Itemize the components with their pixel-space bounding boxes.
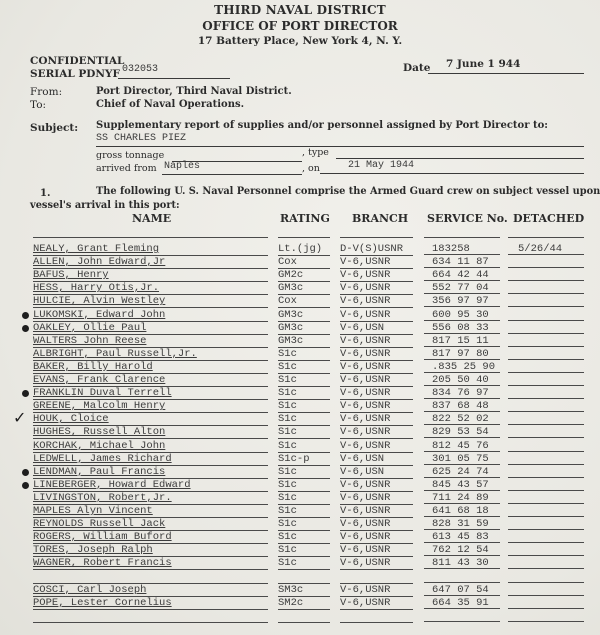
rating-cell: S1c <box>278 387 330 400</box>
vessel-field <box>96 133 584 147</box>
name-cell: WAGNER, Robert Francis <box>33 557 268 570</box>
gross-tonnage-label: gross tonnage <box>96 150 165 161</box>
detached-cell <box>508 400 584 412</box>
rating-cell: S1c <box>278 374 330 387</box>
check-mark-icon: ✓ <box>13 408 27 428</box>
detached-cell <box>508 374 584 386</box>
detached-cell <box>508 256 584 268</box>
name-cell: ALLEN, John Edward,Jr <box>33 256 268 269</box>
detached-cell <box>508 282 584 294</box>
service-number-cell: 552 77 04 <box>424 282 500 294</box>
service-number-cell: 356 97 97 <box>424 295 500 307</box>
table-row <box>0 335 600 348</box>
rating-cell: Cox <box>278 256 330 269</box>
branch-cell: V-6,USNR <box>340 335 413 348</box>
arrival-date-value: 21 May 1944 <box>348 160 415 171</box>
rating-cell: S1c <box>278 440 330 453</box>
table-row <box>0 348 600 361</box>
branch-cell: V-6,USNR <box>340 531 413 544</box>
detached-cell <box>508 453 584 465</box>
table-row <box>0 518 600 531</box>
from-value: Port Director, Third Naval District. <box>96 86 292 97</box>
detached-cell <box>508 466 584 478</box>
bullet-mark-icon <box>22 469 29 476</box>
service-number-cell: 664 35 91 <box>424 597 500 609</box>
branch-cell: V-6,USNR <box>340 400 413 413</box>
arrival-date-field <box>320 160 584 174</box>
rating-cell: S1c <box>278 505 330 518</box>
rating-cell: S1c <box>278 557 330 570</box>
detached-cell <box>508 426 584 438</box>
rating-cell: S1c <box>278 544 330 557</box>
detached-cell <box>508 269 584 281</box>
branch-cell: V-6,USNR <box>340 584 413 597</box>
name-cell: OAKLEY, Ollie Paul <box>33 322 268 335</box>
table-row <box>0 584 600 597</box>
to-value: Chief of Naval Operations. <box>96 99 245 110</box>
service-number-cell: 600 95 30 <box>424 309 500 321</box>
table-row <box>0 610 600 623</box>
branch-cell: V-6,USNR <box>340 269 413 282</box>
name-cell: GREENE, Malcolm Henry <box>33 400 268 413</box>
rating-cell: S1c <box>278 400 330 413</box>
arrived-from-value: Naples <box>164 161 201 172</box>
rating-cell: S1c <box>278 479 330 492</box>
rating-cell <box>278 610 330 623</box>
name-cell: FRANKLIN Duval Terrell <box>33 387 268 400</box>
name-cell: ROGERS, William Buford <box>33 531 268 544</box>
table-row <box>0 531 600 544</box>
name-cell: NEALY, Grant Fleming <box>33 243 268 256</box>
service-number-cell: 845 43 57 <box>424 479 500 491</box>
serial-field <box>118 64 230 79</box>
table-row <box>0 492 600 505</box>
header-rule-name <box>33 237 268 238</box>
column-header-branch: BRANCH <box>352 212 409 225</box>
branch-cell: V-6,USNR <box>340 348 413 361</box>
detached-cell <box>508 413 584 425</box>
service-number-cell: 613 45 83 <box>424 531 500 543</box>
detached-cell <box>508 531 584 543</box>
table-row <box>0 479 600 492</box>
branch-cell: V-6,USNR <box>340 557 413 570</box>
subject-label: Subject: <box>30 122 79 134</box>
name-cell: BAFUS, Henry <box>33 269 268 282</box>
service-number-cell: 664 42 44 <box>424 269 500 281</box>
detached-cell <box>508 505 584 517</box>
service-number-cell: 811 43 30 <box>424 557 500 569</box>
detached-cell <box>508 440 584 452</box>
detached-cell <box>508 584 584 596</box>
table-row <box>0 322 600 335</box>
detached-cell <box>508 479 584 491</box>
rating-cell: Cox <box>278 295 330 308</box>
service-number-cell: 641 68 18 <box>424 505 500 517</box>
branch-cell: V-6,USNR <box>340 387 413 400</box>
table-row <box>0 282 600 295</box>
name-cell: HESS, Harry Otis,Jr. <box>33 282 268 295</box>
rating-cell: SM3c <box>278 584 330 597</box>
service-number-cell: .835 25 90 <box>424 361 500 373</box>
branch-cell: V-6,USNR <box>340 256 413 269</box>
name-cell: LEDWELL, James Richard <box>33 453 268 466</box>
table-row <box>0 387 600 400</box>
rating-cell: Lt.(jg) <box>278 243 330 256</box>
name-cell: WALTERS John Reese <box>33 335 268 348</box>
branch-cell: V-6,USN <box>340 453 413 466</box>
table-row <box>0 544 600 557</box>
name-cell <box>33 571 268 584</box>
service-number-cell: 556 08 33 <box>424 322 500 334</box>
rating-cell: GM3c <box>278 309 330 322</box>
rating-cell: S1c-p <box>278 453 330 466</box>
name-cell: MAPLES Alyn Vincent <box>33 505 268 518</box>
bullet-mark-icon <box>22 312 29 319</box>
branch-cell: V-6,USNR <box>340 544 413 557</box>
name-cell: REYNOLDS Russell Jack <box>33 518 268 531</box>
service-number-cell: 834 76 97 <box>424 387 500 399</box>
detached-cell <box>508 335 584 347</box>
name-cell: KORCHAK, Michael John <box>33 440 268 453</box>
from-label: From: <box>30 86 63 98</box>
header-rule-rating <box>278 237 330 238</box>
type-label: , type <box>302 147 329 158</box>
branch-cell: V-6,USNR <box>340 440 413 453</box>
detached-cell <box>508 557 584 569</box>
service-number-cell: 837 68 48 <box>424 400 500 412</box>
detached-cell <box>508 361 584 373</box>
branch-cell: V-6,USNR <box>340 282 413 295</box>
header-rule-branch <box>340 237 413 238</box>
classification-label: CONFIDENTIAL <box>30 55 125 67</box>
rating-cell: S1c <box>278 466 330 479</box>
branch-cell: V-6,USNR <box>340 597 413 610</box>
rating-cell: S1c <box>278 361 330 374</box>
branch-cell: V-6,USN <box>340 466 413 479</box>
service-number-cell: 817 97 80 <box>424 348 500 360</box>
table-row <box>0 269 600 282</box>
name-cell: BAKER, Billy Harold <box>33 361 268 374</box>
letterhead-district: THIRD NAVAL DISTRICT <box>214 3 386 17</box>
date-field <box>428 58 584 74</box>
table-row <box>0 243 600 256</box>
name-cell: COSCI, Carl Joseph <box>33 584 268 597</box>
bullet-mark-icon <box>22 390 29 397</box>
branch-cell: V-6,USNR <box>340 426 413 439</box>
rating-cell: S1c <box>278 348 330 361</box>
service-number-cell: 647 07 54 <box>424 584 500 596</box>
name-cell: TORES, Joseph Ralph <box>33 544 268 557</box>
branch-cell: V-6,USNR <box>340 309 413 322</box>
rating-cell: S1c <box>278 426 330 439</box>
arrived-from-label: arrived from <box>96 163 157 174</box>
table-row <box>0 571 600 584</box>
table-row <box>0 295 600 308</box>
detached-cell <box>508 492 584 504</box>
serial-value: 032053 <box>122 64 159 75</box>
table-row <box>0 597 600 610</box>
name-cell: HULCIE, Alvin Westley <box>33 295 268 308</box>
name-cell: LUKOMSKI, Edward John <box>33 309 268 322</box>
branch-cell: V-6,USNR <box>340 479 413 492</box>
name-cell: ALBRIGHT, Paul Russell,Jr. <box>33 348 268 361</box>
service-number-cell: 817 15 11 <box>424 335 500 347</box>
bullet-mark-icon <box>22 325 29 332</box>
detached-cell <box>508 309 584 321</box>
paragraph-number: 1. <box>40 188 51 199</box>
table-row <box>0 374 600 387</box>
subject-text: Supplementary report of supplies and/or personnel assigned by Port Director to: <box>96 120 548 131</box>
rating-cell: GM3c <box>278 282 330 295</box>
detached-cell <box>508 544 584 556</box>
arrived-from-field <box>162 161 302 175</box>
branch-cell: D-V(S)USNR <box>340 243 413 256</box>
service-number-cell: 828 31 59 <box>424 518 500 530</box>
service-number-cell: 829 53 54 <box>424 426 500 438</box>
service-number-cell: 822 52 02 <box>424 413 500 425</box>
detached-cell <box>508 610 584 622</box>
rating-cell: SM2c <box>278 597 330 610</box>
rating-cell: S1c <box>278 531 330 544</box>
table-row <box>0 466 600 479</box>
column-header-name: NAME <box>132 212 172 225</box>
service-number-cell: 711 24 89 <box>424 492 500 504</box>
name-cell: HOUK, Cloice <box>33 413 268 426</box>
name-cell <box>33 610 268 623</box>
detached-cell <box>508 571 584 583</box>
table-row <box>0 256 600 269</box>
on-label: , on <box>302 163 320 174</box>
to-label: To: <box>30 99 47 111</box>
paragraph-line-1: The following U. S. Naval Personnel comprise the Armed Guard crew on subject vessel upon <box>96 186 600 197</box>
table-row <box>0 505 600 518</box>
column-header-service-no: SERVICE No. <box>427 212 508 225</box>
table-row <box>0 557 600 570</box>
detached-cell <box>508 597 584 609</box>
rating-cell: GM3c <box>278 335 330 348</box>
table-row <box>0 309 600 322</box>
service-number-cell: 183258 <box>424 243 500 255</box>
branch-cell: V-6,USNR <box>340 413 413 426</box>
service-number-cell: 762 12 54 <box>424 544 500 556</box>
branch-cell: V-6,USNR <box>340 518 413 531</box>
serial-label: SERIAL PDNYF <box>30 68 120 80</box>
name-cell: LINEBERGER, Howard Edward <box>33 479 268 492</box>
name-cell: HUGHES, Russell Alton <box>33 426 268 439</box>
table-row <box>0 453 600 466</box>
header-rule-detached <box>508 237 584 238</box>
table-row <box>0 426 600 439</box>
table-row <box>0 440 600 453</box>
rating-cell: GM3c <box>278 322 330 335</box>
table-row <box>0 408 600 428</box>
rating-cell: S1c <box>278 413 330 426</box>
service-number-cell: 625 24 74 <box>424 466 500 478</box>
branch-cell <box>340 571 413 584</box>
table-row <box>0 400 600 413</box>
type-field <box>336 146 584 159</box>
table-row <box>0 361 600 374</box>
letterhead-address: 17 Battery Place, New York 4, N. Y. <box>197 35 403 47</box>
vessel-name: SS CHARLES PIEZ <box>96 133 187 144</box>
service-number-cell <box>424 610 500 622</box>
name-cell: POPE, Lester Cornelius <box>33 597 268 610</box>
branch-cell: V-6,USNR <box>340 492 413 505</box>
rating-cell: S1c <box>278 492 330 505</box>
service-number-cell: 301 05 75 <box>424 453 500 465</box>
name-cell: LIVINGSTON, Robert,Jr. <box>33 492 268 505</box>
rating-cell: GM2c <box>278 269 330 282</box>
name-cell: LENDMAN, Paul Francis <box>33 466 268 479</box>
date-label: Date <box>403 62 431 74</box>
branch-cell: V-6,USNR <box>340 374 413 387</box>
detached-cell <box>508 295 584 307</box>
rating-cell: S1c <box>278 518 330 531</box>
detached-cell <box>508 518 584 530</box>
branch-cell: V-6,USN <box>340 322 413 335</box>
letterhead-office: OFFICE OF PORT DIRECTOR <box>202 19 398 33</box>
branch-cell: V-6,USNR <box>340 505 413 518</box>
paragraph-line-2: vessel's arrival in this port: <box>30 200 180 211</box>
date-value: 7 June 1 944 <box>446 58 521 70</box>
column-header-detached: DETACHED <box>513 212 585 225</box>
detached-cell <box>508 387 584 399</box>
name-cell: EVANS, Frank Clarence <box>33 374 268 387</box>
bullet-mark-icon <box>22 482 29 489</box>
service-number-cell: 205 50 40 <box>424 374 500 386</box>
column-header-rating: RATING <box>280 212 330 225</box>
header-rule-service <box>424 237 500 238</box>
detached-cell <box>508 322 584 334</box>
detached-cell <box>508 348 584 360</box>
branch-cell: V-6,USNR <box>340 295 413 308</box>
detached-cell: 5/26/44 <box>508 243 584 255</box>
service-number-cell <box>424 571 500 583</box>
service-number-cell: 812 45 76 <box>424 440 500 452</box>
rating-cell <box>278 571 330 584</box>
branch-cell: V-6,USNR <box>340 361 413 374</box>
service-number-cell: 634 11 87 <box>424 256 500 268</box>
branch-cell <box>340 610 413 623</box>
